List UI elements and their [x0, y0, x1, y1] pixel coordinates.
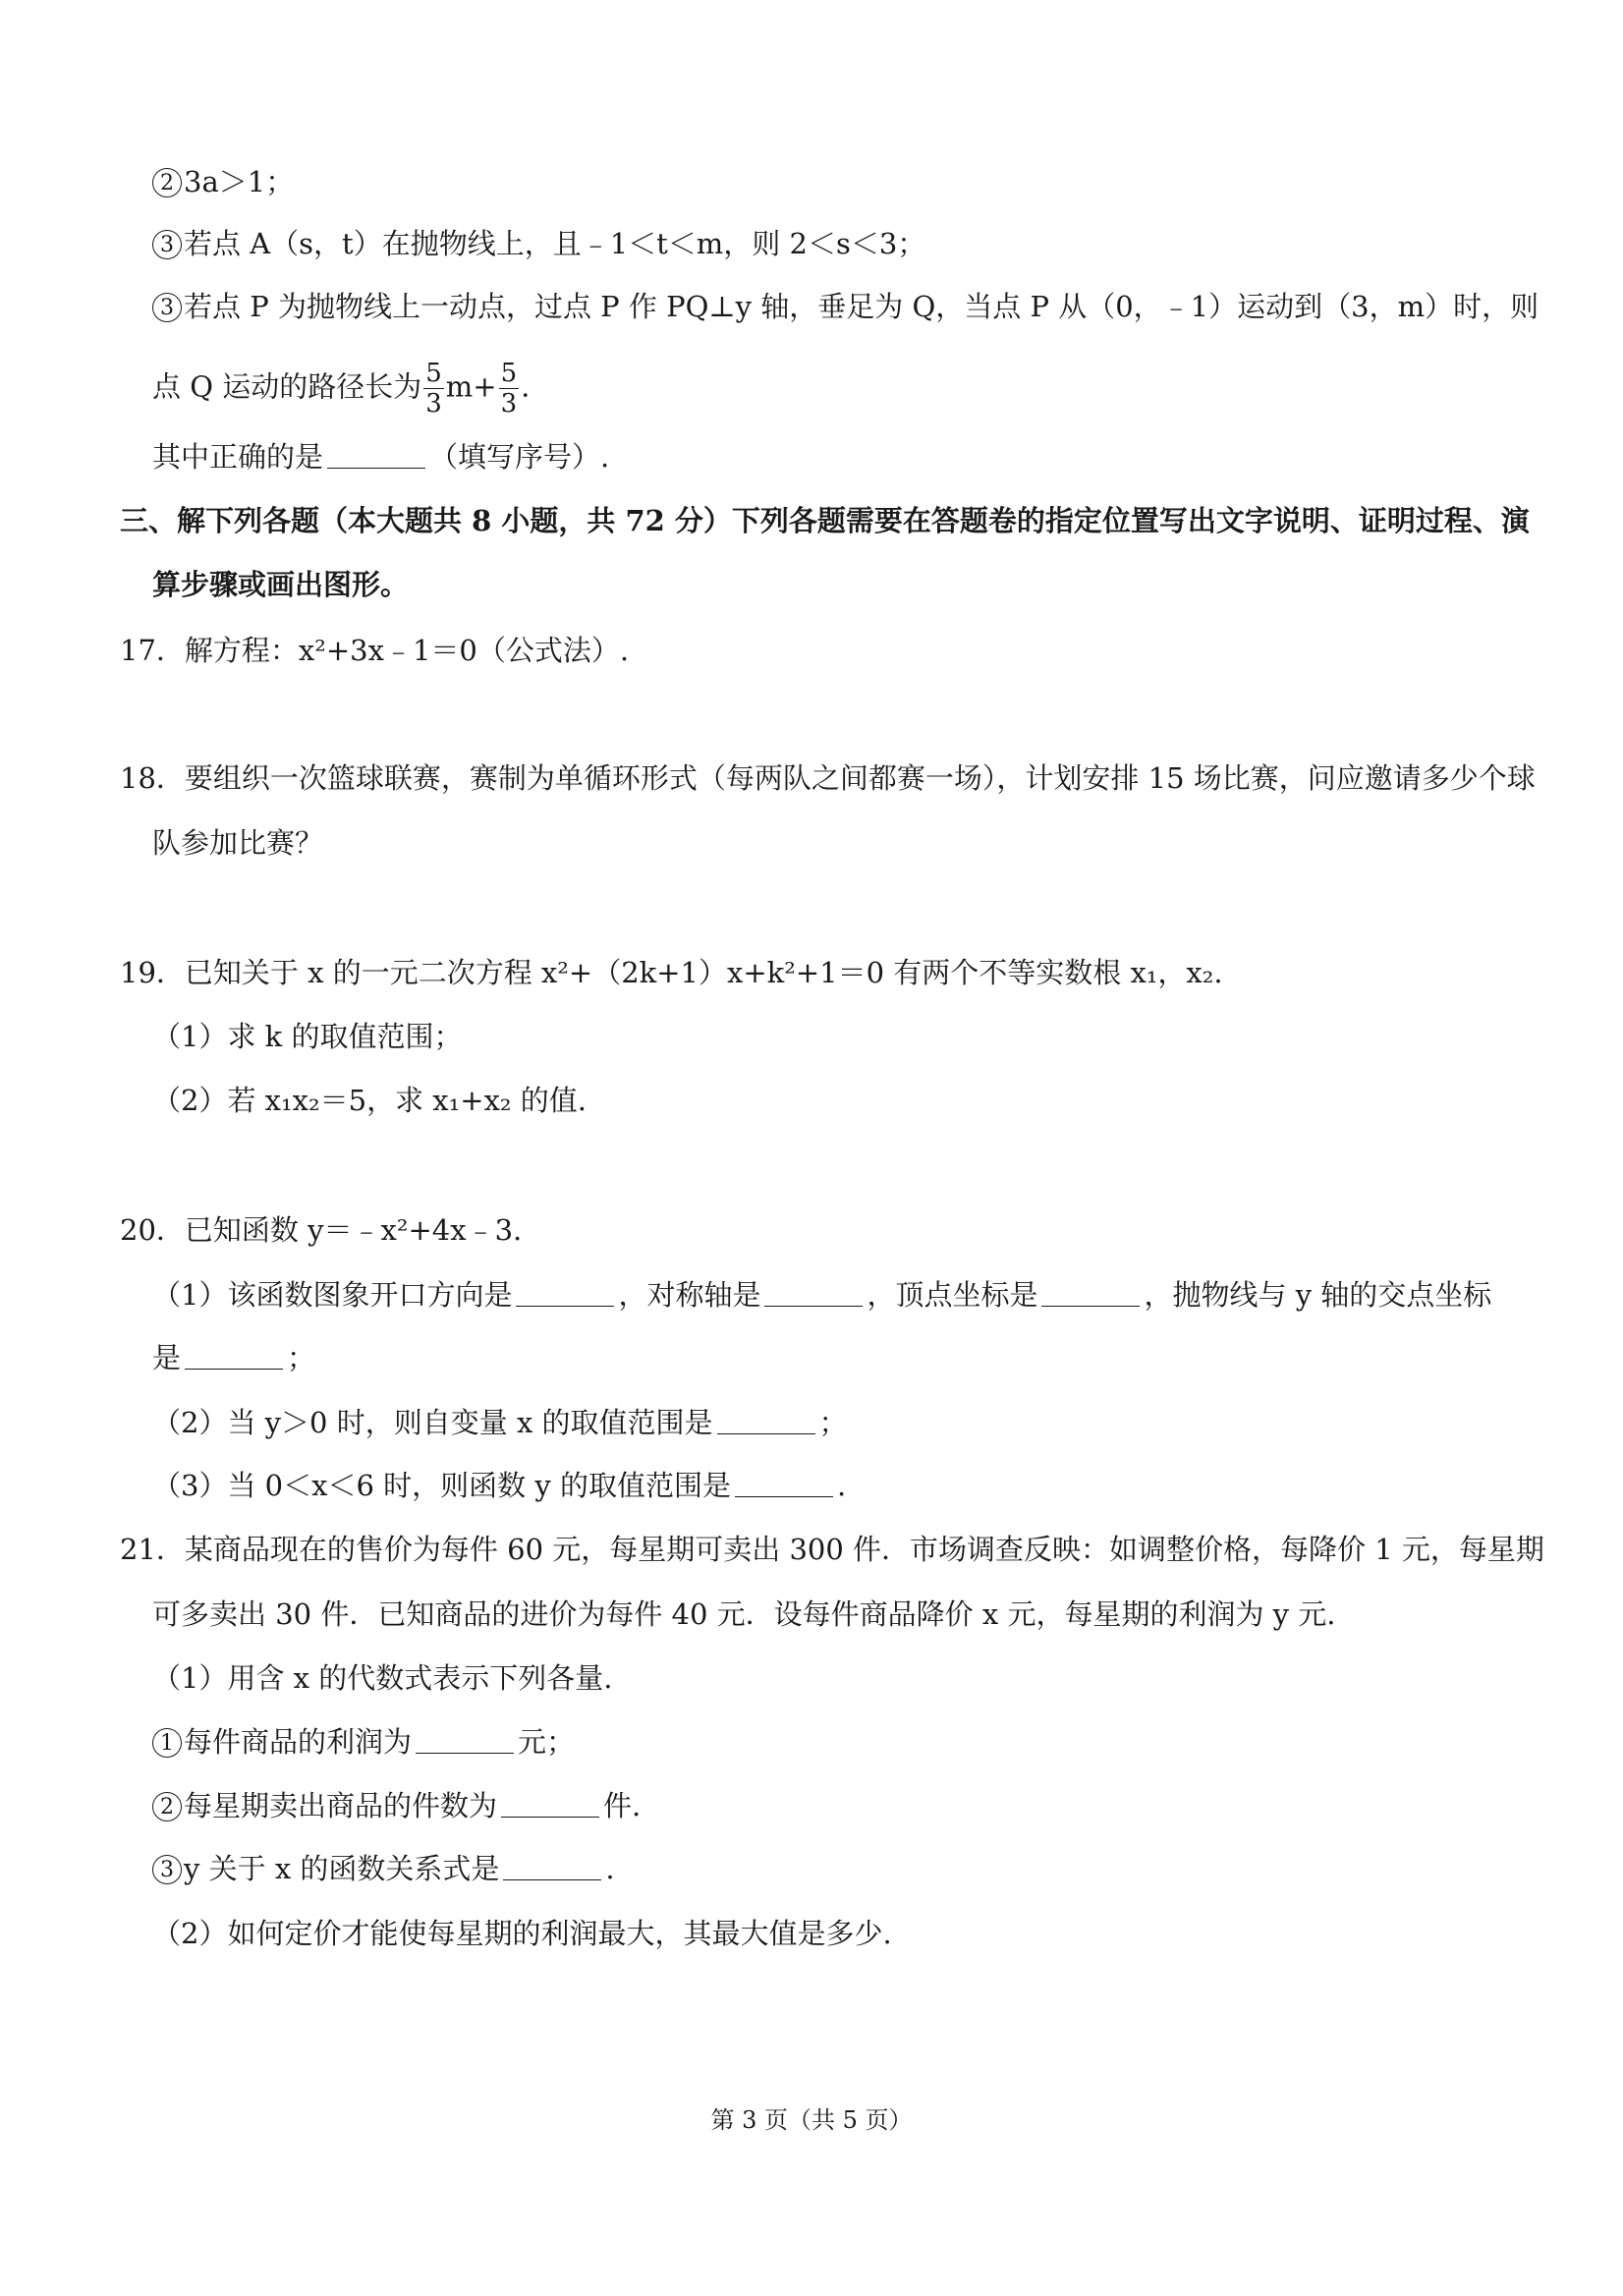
answer-blank[interactable] — [185, 1349, 283, 1370]
q16-item-3b-cont — [152, 359, 530, 419]
q16-answer-hint: （填写序号）. — [429, 440, 610, 474]
question-17: 17．解方程：x²+3x﹣1＝0（公式法）. — [120, 634, 630, 667]
q16-item-3a — [152, 224, 925, 263]
q20-p1-f: ； — [287, 1341, 316, 1374]
question-18: 18．要组织一次篮球联赛，赛制为单循环形式（每两队之间都赛一场），计划安排 15 场比赛，问应邀请多少个球 — [120, 761, 1536, 795]
q21-i2-b: 件. — [603, 1789, 642, 1822]
q16-item-3b-text: 若点 P 为抛物线上一动点，过点 P 作 PQ⊥y 轴，垂足为 Q，当点 P 从（0，﹣1）运动到（3，m）时，则 — [184, 290, 1539, 323]
question-21-item-1 — [152, 1722, 575, 1762]
answer-blank[interactable] — [416, 1733, 514, 1754]
q16-item-2-text: 3a＞1； — [184, 165, 295, 198]
page-footer: 第 3 页（共 5 页） — [710, 2106, 913, 2134]
q20-p1-a: （1）该函数图象开口方向是 — [152, 1278, 513, 1312]
q16-end: . — [521, 369, 531, 404]
q20-p2-a: （2）当 y＞0 时，则自变量 x 的取值范围是 — [152, 1406, 713, 1439]
q20-p1-b: ，对称轴是 — [618, 1278, 761, 1312]
section-3-heading-cont: 算步骤或画出图形。 — [152, 568, 410, 601]
question-19: 19．已知关于 x 的一元二次方程 x²+（2k+1）x+k²+1＝0 有两个不等实数根 x₁，x₂. — [120, 956, 1223, 989]
answer-blank[interactable] — [735, 1477, 833, 1497]
question-19-part-1: （1）求 k 的取值范围； — [152, 1020, 463, 1053]
answer-blank[interactable] — [327, 448, 425, 469]
q20-p3-a: （3）当 0＜x＜6 时，则函数 y 的取值范围是 — [152, 1469, 731, 1502]
question-21-cont: 可多卖出 30 件．已知商品的进价为每件 40 元．设每件商品降价 x 元，每星期的利润为 y 元. — [152, 1597, 1336, 1631]
question-19-part-2: （2）若 x₁x₂＝5，求 x₁+x₂ 的值. — [152, 1084, 587, 1117]
q16-answer-label: 其中正确的是 — [152, 440, 324, 474]
q20-p1-d: ，抛物线与 y 轴的交点坐标 — [1144, 1278, 1492, 1312]
q16-answer-line — [152, 437, 609, 476]
q20-p1-c: ，顶点坐标是 — [867, 1278, 1038, 1312]
q21-i1-b: 元； — [518, 1725, 576, 1759]
fraction — [423, 359, 444, 419]
q21-i3-a: y 关于 x 的函数关系式是 — [184, 1852, 500, 1885]
q20-p1-e: 是 — [152, 1341, 182, 1374]
q16-item-3a-text: 若点 A（s，t）在抛物线上，且﹣1＜t＜m，则 2＜s＜3； — [184, 227, 926, 260]
fraction-numerator: 5 — [500, 359, 518, 388]
answer-blank[interactable] — [1041, 1286, 1140, 1307]
answer-blank[interactable] — [717, 1414, 815, 1434]
question-20: 20．已知函数 y＝﹣x²+4x﹣3. — [120, 1213, 523, 1247]
question-21-item-3 — [152, 1849, 615, 1888]
circled-number: 2 — [152, 168, 182, 197]
answer-blank[interactable] — [503, 1860, 601, 1880]
q20-p2-b: ； — [818, 1406, 848, 1439]
fraction-numerator: 5 — [425, 359, 442, 388]
section-3-heading: 三、解下列各题（本大题共 8 小题，共 72 分）下列各题需要在答题卷的指定位置写出文字说明、证明过程、演 — [120, 504, 1530, 537]
answer-blank[interactable] — [516, 1286, 614, 1307]
q20-p3-b: . — [836, 1469, 847, 1502]
answer-blank[interactable] — [501, 1797, 599, 1818]
circled-number: 3 — [152, 293, 182, 322]
question-18-cont: 队参加比赛？ — [152, 826, 324, 860]
circled-number: 3 — [152, 1855, 182, 1884]
circled-number: 3 — [152, 230, 182, 259]
question-20-part-2 — [152, 1403, 848, 1442]
q16-item-3b — [152, 287, 1539, 326]
circled-number: 2 — [152, 1792, 182, 1821]
question-21: 21．某商品现在的售价为每件 60 元，每星期可卖出 300 件．市场调查反映：如调整价格，每降价 1 元，每星期 — [120, 1533, 1544, 1566]
question-21-part-2: （2）如何定价才能使每星期的利润最大，其最大值是多少. — [152, 1917, 892, 1950]
fraction — [499, 359, 520, 419]
question-20-part-1-cont — [152, 1338, 315, 1377]
q21-i2-a: 每星期卖出商品的件数为 — [184, 1789, 498, 1822]
q21-i1-a: 每件商品的利润为 — [184, 1725, 413, 1759]
question-21-part-1: （1）用含 x 的代数式表示下列各量. — [152, 1661, 613, 1695]
fraction-denominator: 3 — [500, 389, 518, 419]
fraction-denominator: 3 — [425, 389, 442, 419]
circled-number: 1 — [152, 1728, 182, 1758]
q21-i3-b: . — [605, 1852, 615, 1885]
q16-item-2 — [152, 162, 294, 201]
question-20-part-3 — [152, 1466, 846, 1505]
q16-path-text: 点 Q 运动的路径长为 — [152, 369, 422, 404]
answer-blank[interactable] — [764, 1286, 863, 1307]
question-21-item-2 — [152, 1786, 641, 1825]
question-20-part-1 — [152, 1275, 1491, 1315]
q16-m-plus: m+ — [445, 369, 497, 404]
